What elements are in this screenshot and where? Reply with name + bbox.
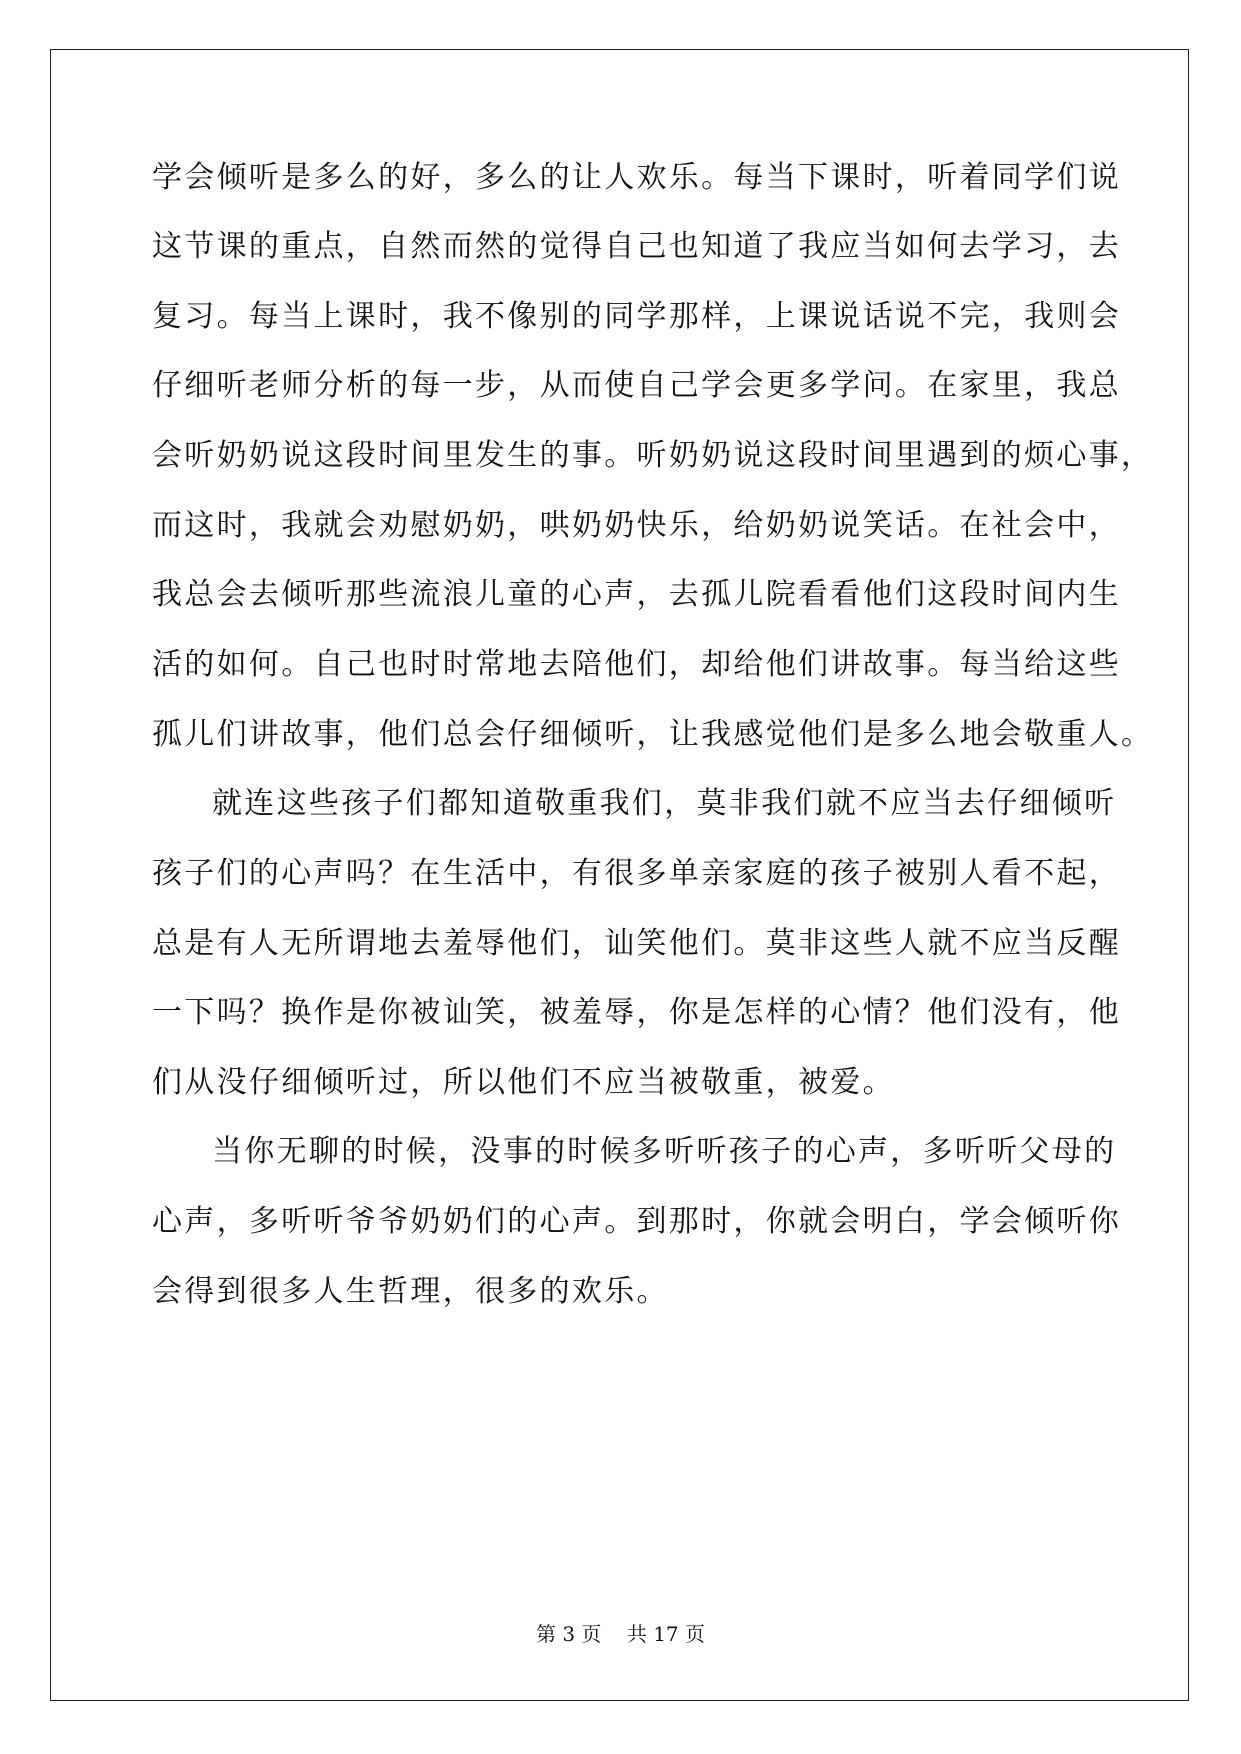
text-line: 而这时，我就会劝慰奶奶，哄奶奶快乐，给奶奶说笑话。在社会中， [152, 508, 1121, 543]
text-line: 孩子们的心声吗？在生活中，有很多单亲家庭的孩子被别人看不起， [152, 856, 1121, 891]
text-line: 总是有人无所谓地去羞辱他们，讪笑他们。莫非这些人就不应当反醒 [152, 926, 1121, 961]
text-line: 们从没仔细倾听过，所以他们不应当被敬重，被爱。 [152, 1065, 895, 1100]
text-line: 会听奶奶说这段时间里发生的事。听奶奶说这段时间里遇到的烦心事， [152, 438, 1154, 473]
text-line: 学会倾听是多么的好，多么的让人欢乐。每当下课时，听着同学们说 [152, 160, 1121, 195]
text-line: 孤儿们讲故事，他们总会仔细倾听，让我感觉他们是多么地会敬重人。 [152, 717, 1154, 752]
text-line: 这节课的重点，自然而然的觉得自己也知道了我应当如何去学习，去 [152, 229, 1121, 264]
text-line: 复习。每当上课时，我不像别的同学那样，上课说话说不完，我则会 [152, 299, 1121, 334]
text-line: 会得到很多人生哲理，很多的欢乐。 [152, 1274, 669, 1309]
text-line: 仔细听老师分析的每一步，从而使自己学会更多学问。在家里，我总 [152, 368, 1121, 403]
page-number-footer: 第 3 页 共 17 页 [535, 1622, 706, 1646]
text-line: 活的如何。自己也时时常地去陪他们，却给他们讲故事。每当给这些 [152, 647, 1121, 682]
paragraph-first-line: 就连这些孩子们都知道敬重我们，莫非我们就不应当去仔细倾听 [212, 786, 1117, 821]
text-line: 一下吗？换作是你被讪笑，被羞辱，你是怎样的心情？他们没有，他 [152, 995, 1121, 1030]
text-line: 我总会去倾听那些流浪儿童的心声，去孤儿院看看他们这段时间内生 [152, 577, 1121, 612]
text-line: 心声，多听听爷爷奶奶们的心声。到那时，你就会明白，学会倾听你 [152, 1204, 1121, 1239]
paragraph-first-line: 当你无聊的时候，没事的时候多听听孩子的心声，多听听父母的 [212, 1134, 1117, 1169]
